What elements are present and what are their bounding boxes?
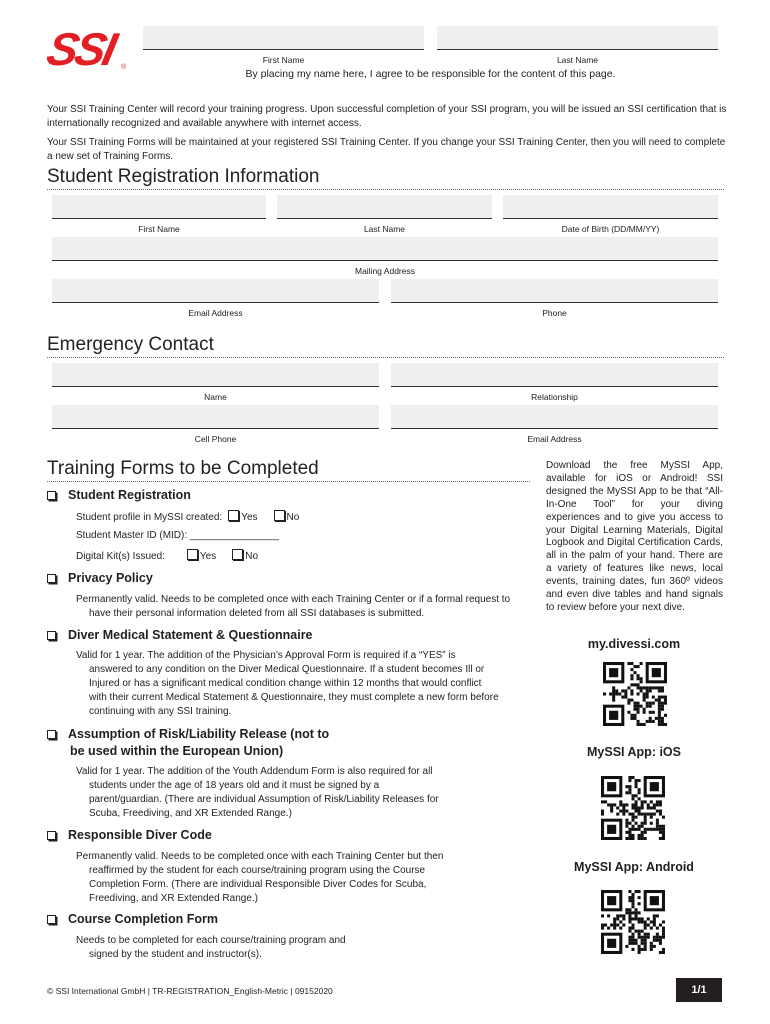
profile-no-checkbox[interactable] (274, 510, 285, 521)
emergency-cell-label: Cell Phone (194, 434, 237, 444)
student-email-field[interactable] (52, 279, 379, 303)
code-text: Permanently valid. Needs to be completed once with each Training Center but then reaffirmed by the student for each course/training program using the Course Completion Form. (There are individual Responsible Diver Codes for Scuba, Freediving, and XR Extended Range.) (76, 851, 444, 904)
intro-paragraph-1: Your SSI Training Center will record your training progress. Upon successful completion of your SSI program, you will be issued an SSI certification that is internationally recognized and available anywhere with internet access. (47, 104, 727, 129)
student-mailing-label: Mailing Address (354, 266, 415, 276)
kit-yes-checkbox[interactable] (187, 549, 198, 560)
student-phone-label: Phone (542, 308, 567, 318)
app-promo-text: Download the free MySSI App, available for iOS or Android! SSI designed the MySSI App to be that “All-In-One Tool” for your diving experiences and to give you access to your Digital Learning Materials, Digital Logbook and Digital Certification Cards, all in the palm of your hand. There are a variety of features like news, local events, training dates, fun 360º videos and even dive tables and hand signals to review before your next dive. (546, 460, 723, 613)
qr-code-ios-icon[interactable] (601, 776, 665, 840)
kit-question (76, 549, 258, 562)
emergency-relationship-field[interactable] (391, 363, 718, 387)
registered-mark: ® (121, 64, 127, 71)
student-dob-field[interactable] (503, 195, 718, 219)
divider (47, 189, 724, 190)
qr-code-android-icon[interactable] (601, 890, 665, 954)
page-number: 1/1 (676, 978, 722, 1002)
ssi-logo-text: SSI (42, 23, 119, 75)
student-phone-field[interactable] (391, 279, 718, 303)
web-url[interactable]: my.divessi.com (587, 637, 681, 651)
emergency-heading: Emergency Contact (47, 334, 214, 355)
emergency-relationship-label: Relationship (531, 392, 578, 402)
student-last-name-label: Last Name (363, 224, 406, 234)
emergency-name-field[interactable] (52, 363, 379, 387)
footer-text: © SSI International GmbH | TR-REGISTRATION_English-Metric | 09152020 (47, 986, 333, 996)
item-title: Responsible Diver Code (68, 828, 212, 842)
checkbox-icon[interactable] (47, 831, 56, 840)
student-mailing-field[interactable] (52, 237, 718, 261)
item-title: Assumption of Risk/Liability Release (not to (68, 727, 330, 741)
code-item (47, 828, 212, 842)
risk-text: Valid for 1 year. The addition of the Youth Addendum Form is also required for all students under the age of 18 years old and it must be signed by a parent/guardian. (There are individual Assumption of Risk/Liability Releases for Scuba, Freediving, and XR Extended Range.) (76, 766, 439, 819)
ssi-logo (42, 23, 132, 76)
item-title: Student Registration (68, 488, 191, 502)
divider (47, 481, 530, 482)
medical-item (47, 628, 313, 642)
agreement-text: By placing my name here, I agree to be responsible for the content of this page. (245, 68, 616, 80)
student-heading: Student Registration Information (47, 166, 320, 187)
mid-field[interactable]: Student Master ID (MID): ________________ (76, 530, 279, 541)
privacy-text: Permanently valid. Needs to be completed once with each Training Center or if a formal request to have their personal information deleted from all SSI databases is submitted. (76, 594, 511, 619)
divider (47, 357, 724, 358)
ios-label: MySSI App: iOS (587, 745, 681, 759)
kit-yes-label: Yes (199, 551, 217, 562)
item-title: Diver Medical Statement & Questionnaire (68, 628, 313, 642)
qr-code-web-icon[interactable] (603, 662, 667, 726)
signature-first-name-field[interactable] (143, 26, 424, 50)
item-title: Privacy Policy (68, 571, 153, 585)
medical-text: Valid for 1 year. The addition of the Physician’s Approval Form is required if a “YES” is answered to any condition on the Diver Medical Questionnaire. If a student becomes Ill or Injured or has a significant medical condition change within 12 months that would conflict with their current Medical Statement & Questionnaire, they must complete a new form before continuing with any SSI training. (76, 650, 499, 717)
profile-yes-label: Yes (241, 512, 258, 523)
emergency-email-field[interactable] (391, 405, 718, 429)
student-registration-item (47, 488, 191, 502)
checkbox-icon[interactable] (47, 730, 56, 739)
profile-question-label: Student profile in MySSI created: (76, 512, 223, 523)
emergency-cell-field[interactable] (52, 405, 379, 429)
forms-heading: Training Forms to be Completed (47, 458, 319, 479)
student-first-name-label: First Name (138, 224, 180, 234)
risk-item (47, 726, 329, 760)
checkbox-icon[interactable] (47, 915, 56, 924)
intro-paragraph-2: Your SSI Training Forms will be maintained at your registered SSI Training Center. If you change your SSI Training Center, then you will need to complete a new set of Training Forms. (47, 137, 726, 162)
item-title-line-2: be used within the European Union) (70, 744, 284, 758)
profile-yes-checkbox[interactable] (228, 510, 239, 521)
completion-item (47, 912, 218, 926)
kit-question-label: Digital Kit(s) Issued: (76, 551, 165, 562)
checkbox-icon[interactable] (47, 491, 56, 500)
student-last-name-field[interactable] (277, 195, 492, 219)
signature-last-name-label: Last Name (556, 55, 599, 65)
android-label: MySSI App: Android (574, 860, 694, 874)
signature-last-name-field[interactable] (437, 26, 718, 50)
checkbox-icon[interactable] (47, 574, 56, 583)
student-email-label: Email Address (188, 308, 243, 318)
student-dob-label: Date of Birth (DD/MM/YY) (561, 224, 660, 234)
emergency-email-label: Email Address (527, 434, 582, 444)
privacy-item (47, 571, 153, 585)
completion-text: Needs to be completed for each course/training program and signed by the student and instructor(s). (76, 935, 346, 960)
kit-no-checkbox[interactable] (232, 549, 243, 560)
emergency-name-label: Name (204, 392, 227, 402)
item-title: Course Completion Form (68, 912, 219, 926)
profile-no-label: No (286, 512, 300, 523)
student-first-name-field[interactable] (52, 195, 266, 219)
profile-question (76, 510, 299, 523)
signature-first-name-label: First Name (262, 55, 305, 65)
kit-no-label: No (245, 551, 259, 562)
checkbox-icon[interactable] (47, 631, 56, 640)
